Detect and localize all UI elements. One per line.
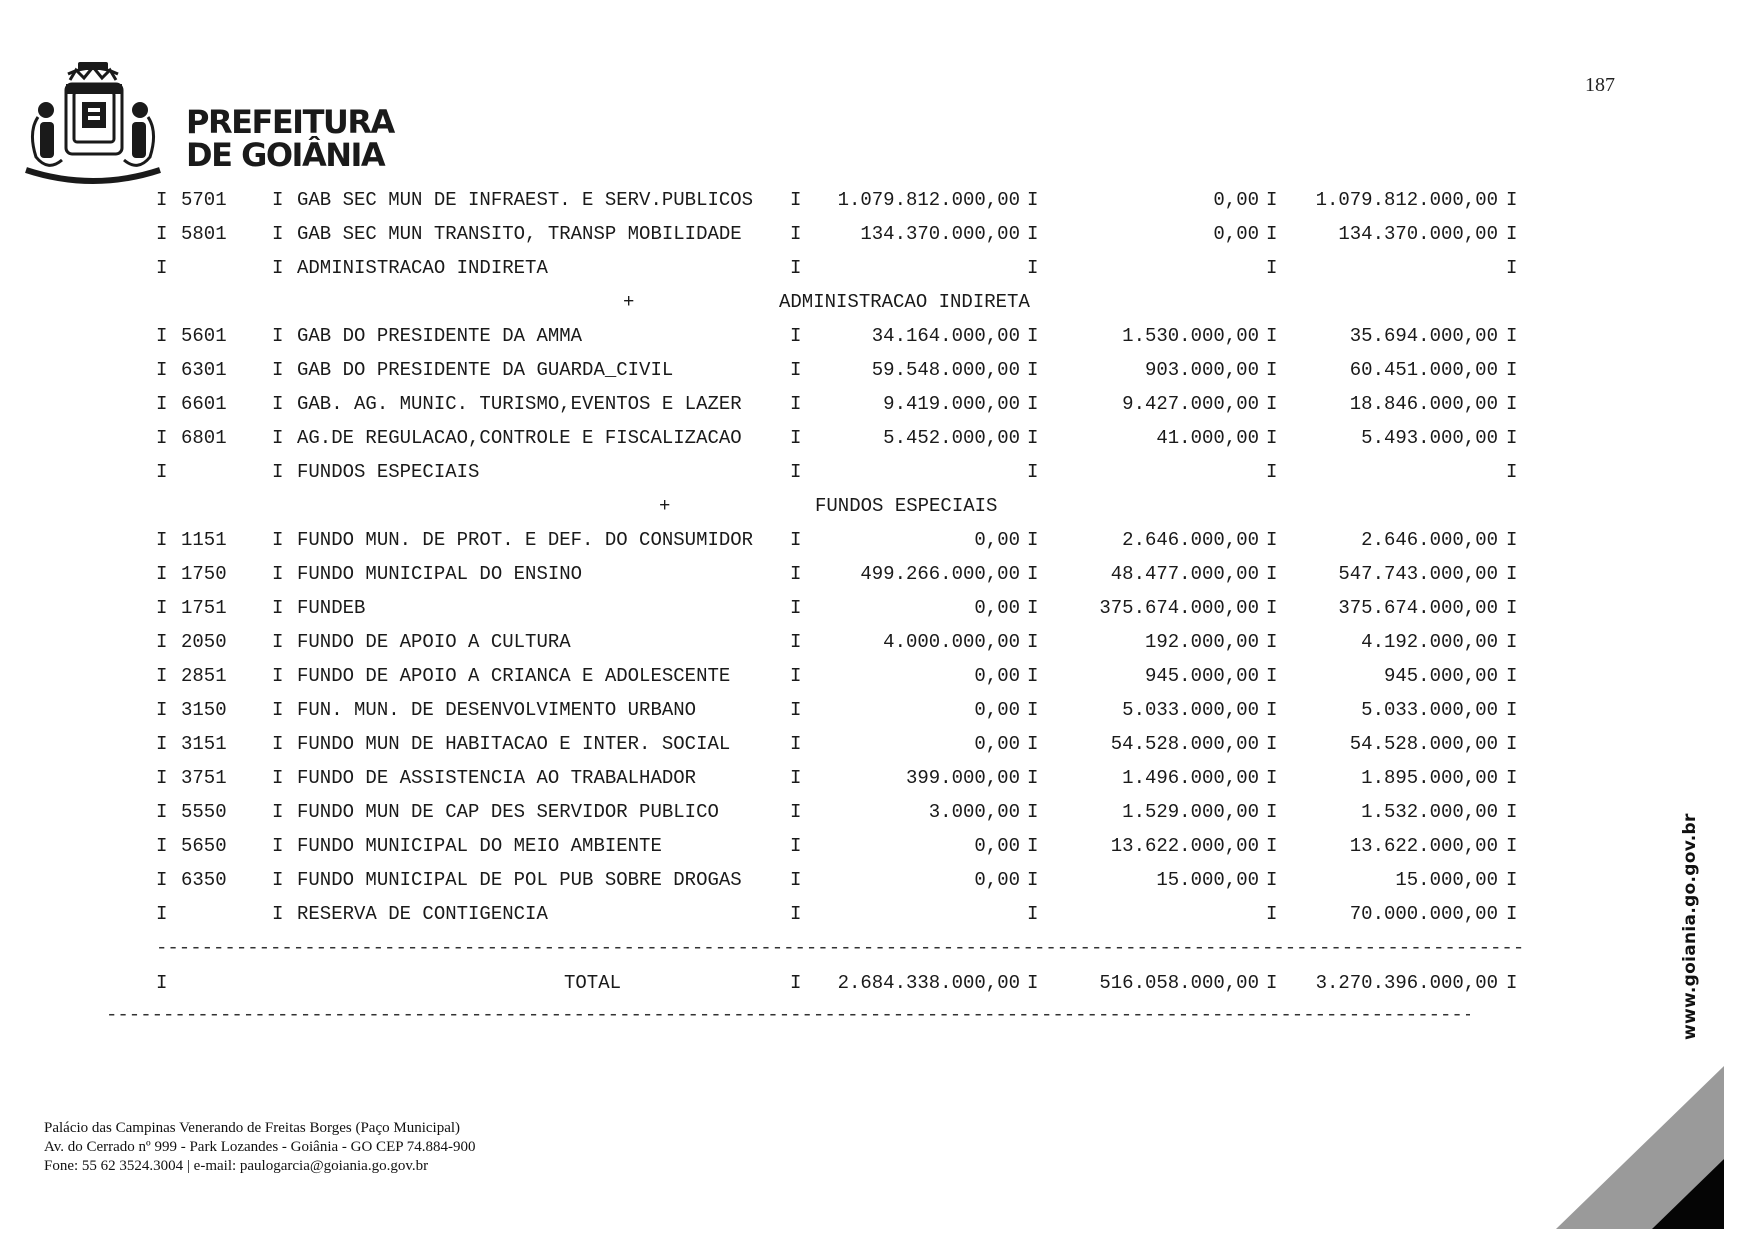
- column-separator: I: [1266, 529, 1278, 551]
- unit-description: FUNDOS ESPECIAIS: [297, 461, 480, 483]
- column-separator: I: [1266, 631, 1278, 653]
- column-separator: I: [1027, 597, 1039, 619]
- total-amount-current: 2.684.338.000,00: [837, 972, 1020, 994]
- page-number: 187: [1585, 74, 1615, 96]
- table-row: [0, 188, 1754, 212]
- column-separator: I: [272, 597, 284, 619]
- column-separator: I: [790, 801, 802, 823]
- footer-line-1: Palácio das Campinas Venerando de Freitas Borges (Paço Municipal): [44, 1120, 461, 1136]
- column-separator: I: [1266, 835, 1278, 857]
- table-row: [0, 460, 1754, 484]
- column-separator: I: [272, 903, 284, 925]
- column-separator: I: [1027, 665, 1039, 687]
- column-separator: I: [156, 767, 168, 789]
- column-separator: I: [156, 665, 168, 687]
- amount-other: 54.528.000,00: [1110, 733, 1259, 755]
- column-separator: I: [1027, 529, 1039, 551]
- unit-description: FUNDO DE APOIO A CULTURA: [297, 631, 571, 653]
- amount-total: 70.000.000,00: [1349, 903, 1498, 925]
- brand-line-2: DE GOIÂNIA: [186, 136, 385, 174]
- column-separator: I: [1506, 189, 1518, 211]
- table-row: [0, 732, 1754, 756]
- table-row: [0, 766, 1754, 790]
- unit-code: 1151: [181, 529, 227, 551]
- amount-other: 2.646.000,00: [1122, 529, 1259, 551]
- amount-other: 1.496.000,00: [1122, 767, 1259, 789]
- column-separator: I: [790, 733, 802, 755]
- column-separator: I: [272, 427, 284, 449]
- column-separator: I: [1506, 461, 1518, 483]
- column-separator: I: [1266, 733, 1278, 755]
- column-separator: I: [156, 359, 168, 381]
- column-separator: I: [1506, 801, 1518, 823]
- column-separator: I: [790, 529, 802, 551]
- unit-description: GAB DO PRESIDENTE DA GUARDA_CIVIL: [297, 359, 674, 381]
- column-separator: I: [790, 869, 802, 891]
- corner-decoration-icon: [1556, 1066, 1724, 1229]
- column-separator: I: [1266, 393, 1278, 415]
- column-separator: I: [1266, 359, 1278, 381]
- amount-total: 60.451.000,00: [1349, 359, 1498, 381]
- dashed-divider: [106, 1009, 1470, 1021]
- column-separator: I: [1027, 972, 1039, 994]
- column-separator: I: [1027, 903, 1039, 925]
- column-separator: I: [1506, 869, 1518, 891]
- column-separator: I: [1027, 733, 1039, 755]
- amount-other: 41.000,00: [1156, 427, 1259, 449]
- unit-code: 5701: [181, 189, 227, 211]
- column-separator: I: [156, 257, 168, 279]
- amount-other: 15.000,00: [1156, 869, 1259, 891]
- table-row: [0, 664, 1754, 688]
- column-separator: I: [156, 631, 168, 653]
- column-separator: I: [156, 801, 168, 823]
- amount-total: 945.000,00: [1383, 665, 1498, 687]
- column-separator: I: [790, 903, 802, 925]
- column-separator: I: [1266, 903, 1278, 925]
- amount-current: 1.079.812.000,00: [837, 189, 1020, 211]
- table-row: [0, 596, 1754, 620]
- section-marker: +: [659, 495, 671, 517]
- amount-current: 34.164.000,00: [871, 325, 1020, 347]
- footer-address: [44, 1119, 476, 1176]
- column-separator: I: [1506, 359, 1518, 381]
- column-separator: I: [1506, 767, 1518, 789]
- column-separator: I: [272, 257, 284, 279]
- amount-total: 15.000,00: [1395, 869, 1498, 891]
- column-separator: I: [1027, 767, 1039, 789]
- amount-current: 0,00: [974, 529, 1020, 551]
- amount-current: 499.266.000,00: [860, 563, 1020, 585]
- amount-total: 4.192.000,00: [1361, 631, 1498, 653]
- unit-code: 3150: [181, 699, 227, 721]
- column-separator: I: [1027, 835, 1039, 857]
- amount-current: 0,00: [974, 699, 1020, 721]
- amount-total: 547.743.000,00: [1338, 563, 1498, 585]
- unit-description: GAB SEC MUN TRANSITO, TRANSP MOBILIDADE: [297, 223, 742, 245]
- unit-code: 3151: [181, 733, 227, 755]
- unit-description: GAB SEC MUN DE INFRAEST. E SERV.PUBLICOS: [297, 189, 754, 211]
- amount-current: 0,00: [974, 597, 1020, 619]
- column-separator: I: [1506, 665, 1518, 687]
- column-separator: I: [1266, 461, 1278, 483]
- column-separator: I: [1027, 257, 1039, 279]
- unit-description: RESERVA DE CONTIGENCIA: [297, 903, 548, 925]
- section-marker: +: [623, 291, 635, 313]
- unit-description: FUNDEB: [297, 597, 366, 619]
- amount-total: 13.622.000,00: [1349, 835, 1498, 857]
- total-amount-other: 516.058.000,00: [1099, 972, 1259, 994]
- column-separator: I: [790, 257, 802, 279]
- column-separator: I: [156, 427, 168, 449]
- column-separator: I: [790, 972, 802, 994]
- column-separator: I: [790, 393, 802, 415]
- amount-total: 54.528.000,00: [1349, 733, 1498, 755]
- column-separator: I: [790, 665, 802, 687]
- column-separator: I: [1266, 189, 1278, 211]
- amount-total: 2.646.000,00: [1361, 529, 1498, 551]
- amount-other: 0,00: [1213, 189, 1259, 211]
- amount-current: 0,00: [974, 733, 1020, 755]
- amount-current: 0,00: [974, 665, 1020, 687]
- column-separator: I: [156, 393, 168, 415]
- column-separator: I: [156, 835, 168, 857]
- column-separator: I: [272, 223, 284, 245]
- column-separator: I: [272, 529, 284, 551]
- amount-total: 1.079.812.000,00: [1315, 189, 1498, 211]
- column-separator: I: [156, 189, 168, 211]
- amount-other: 1.530.000,00: [1122, 325, 1259, 347]
- unit-code: 5601: [181, 325, 227, 347]
- column-separator: I: [1506, 257, 1518, 279]
- unit-description: ADMINISTRACAO INDIRETA: [297, 257, 548, 279]
- column-separator: I: [790, 767, 802, 789]
- total-label: TOTAL: [564, 972, 622, 994]
- column-separator: I: [1027, 869, 1039, 891]
- column-separator: I: [1506, 563, 1518, 585]
- column-separator: I: [156, 325, 168, 347]
- column-separator: I: [1506, 733, 1518, 755]
- table-row: [0, 868, 1754, 892]
- column-separator: I: [1506, 393, 1518, 415]
- column-separator: I: [1266, 665, 1278, 687]
- amount-other: 48.477.000,00: [1110, 563, 1259, 585]
- column-separator: I: [790, 699, 802, 721]
- column-separator: I: [156, 461, 168, 483]
- column-separator: I: [1027, 801, 1039, 823]
- column-separator: I: [1506, 631, 1518, 653]
- unit-description: FUNDO DE APOIO A CRIANCA E ADOLESCENTE: [297, 665, 731, 687]
- amount-other: 0,00: [1213, 223, 1259, 245]
- unit-code: 6301: [181, 359, 227, 381]
- unit-code: 2851: [181, 665, 227, 687]
- column-separator: I: [1506, 427, 1518, 449]
- amount-total: 35.694.000,00: [1349, 325, 1498, 347]
- column-separator: I: [790, 461, 802, 483]
- column-separator: I: [1266, 325, 1278, 347]
- table-row: [0, 324, 1754, 348]
- brand-line-1: PREFEITURA: [186, 103, 394, 141]
- amount-current: 5.452.000,00: [883, 427, 1020, 449]
- unit-description: FUNDO MUN DE CAP DES SERVIDOR PUBLICO: [297, 801, 719, 823]
- amount-total: 1.895.000,00: [1361, 767, 1498, 789]
- column-separator: I: [1266, 767, 1278, 789]
- section-heading: ADMINISTRACAO INDIRETA: [779, 291, 1030, 313]
- column-separator: I: [272, 733, 284, 755]
- table-row: [0, 222, 1754, 246]
- table-row: [0, 698, 1754, 722]
- unit-code: 6350: [181, 869, 227, 891]
- table-row: [0, 256, 1754, 280]
- amount-total: 18.846.000,00: [1349, 393, 1498, 415]
- total-row: [0, 971, 1754, 995]
- amount-total: 5.493.000,00: [1361, 427, 1498, 449]
- amount-current: 3.000,00: [928, 801, 1020, 823]
- column-separator: I: [1027, 393, 1039, 415]
- column-separator: I: [1027, 325, 1039, 347]
- column-separator: I: [1027, 563, 1039, 585]
- column-separator: I: [1027, 359, 1039, 381]
- column-separator: I: [1027, 427, 1039, 449]
- unit-description: FUNDO MUNICIPAL DE POL PUB SOBRE DROGAS: [297, 869, 742, 891]
- section-heading: FUNDOS ESPECIAIS: [815, 495, 998, 517]
- unit-description: FUNDO MUN DE HABITACAO E INTER. SOCIAL: [297, 733, 731, 755]
- unit-description: GAB DO PRESIDENTE DA AMMA: [297, 325, 583, 347]
- unit-description: FUN. MUN. DE DESENVOLVIMENTO URBANO: [297, 699, 697, 721]
- column-separator: I: [156, 529, 168, 551]
- unit-description: FUNDO MUN. DE PROT. E DEF. DO CONSUMIDOR: [297, 529, 754, 551]
- unit-code: 1750: [181, 563, 227, 585]
- column-separator: I: [790, 325, 802, 347]
- table-row: [0, 630, 1754, 654]
- table-row: [0, 800, 1754, 824]
- column-separator: I: [272, 189, 284, 211]
- amount-current: 399.000,00: [905, 767, 1020, 789]
- unit-code: 3751: [181, 767, 227, 789]
- column-separator: I: [1027, 189, 1039, 211]
- column-separator: I: [156, 699, 168, 721]
- amount-current: 9.419.000,00: [883, 393, 1020, 415]
- column-separator: I: [272, 869, 284, 891]
- column-separator: I: [272, 325, 284, 347]
- amount-other: 192.000,00: [1144, 631, 1259, 653]
- column-separator: I: [1506, 325, 1518, 347]
- column-separator: I: [272, 767, 284, 789]
- amount-current: 0,00: [974, 869, 1020, 891]
- column-separator: I: [790, 835, 802, 857]
- column-separator: I: [1027, 461, 1039, 483]
- table-row: [0, 834, 1754, 858]
- amount-other: 903.000,00: [1144, 359, 1259, 381]
- table-row: [0, 358, 1754, 382]
- unit-code: 5801: [181, 223, 227, 245]
- column-separator: I: [790, 223, 802, 245]
- column-separator: I: [1266, 597, 1278, 619]
- unit-description: FUNDO DE ASSISTENCIA AO TRABALHADOR: [297, 767, 697, 789]
- footer-line-3: Fone: 55 62 3524.3004 | e-mail: paulogarcia@goiania.go.gov.br: [44, 1158, 429, 1174]
- column-separator: I: [1506, 223, 1518, 245]
- amount-total: 134.370.000,00: [1338, 223, 1498, 245]
- table-row: [0, 528, 1754, 552]
- column-separator: I: [1266, 563, 1278, 585]
- column-separator: I: [790, 597, 802, 619]
- column-separator: I: [1266, 427, 1278, 449]
- unit-description: AG.DE REGULACAO,CONTROLE E FISCALIZACAO: [297, 427, 742, 449]
- column-separator: I: [1266, 869, 1278, 891]
- column-separator: I: [1027, 631, 1039, 653]
- unit-description: FUNDO MUNICIPAL DO MEIO AMBIENTE: [297, 835, 662, 857]
- amount-total: 375.674.000,00: [1338, 597, 1498, 619]
- column-separator: I: [1506, 903, 1518, 925]
- unit-description: FUNDO MUNICIPAL DO ENSINO: [297, 563, 583, 585]
- amount-current: 59.548.000,00: [871, 359, 1020, 381]
- column-separator: I: [272, 359, 284, 381]
- unit-description: GAB. AG. MUNIC. TURISMO,EVENTOS E LAZER: [297, 393, 742, 415]
- column-separator: I: [156, 223, 168, 245]
- column-separator: I: [272, 665, 284, 687]
- column-separator: I: [1506, 835, 1518, 857]
- amount-other: 9.427.000,00: [1122, 393, 1259, 415]
- column-separator: I: [790, 189, 802, 211]
- column-separator: I: [790, 359, 802, 381]
- unit-code: 5550: [181, 801, 227, 823]
- column-separator: I: [156, 972, 168, 994]
- column-separator: I: [1266, 972, 1278, 994]
- column-separator: I: [1027, 699, 1039, 721]
- table-row: [0, 392, 1754, 416]
- amount-other: 1.529.000,00: [1122, 801, 1259, 823]
- column-separator: I: [272, 393, 284, 415]
- column-separator: I: [790, 563, 802, 585]
- amount-current: 4.000.000,00: [883, 631, 1020, 653]
- unit-code: 6801: [181, 427, 227, 449]
- amount-other: 13.622.000,00: [1110, 835, 1259, 857]
- table-row: [0, 902, 1754, 926]
- column-separator: I: [1266, 801, 1278, 823]
- dashed-divider: [156, 942, 1522, 954]
- column-separator: I: [272, 563, 284, 585]
- column-separator: I: [272, 461, 284, 483]
- unit-code: 1751: [181, 597, 227, 619]
- column-separator: I: [1266, 223, 1278, 245]
- column-separator: I: [272, 801, 284, 823]
- column-separator: I: [156, 903, 168, 925]
- unit-code: 5650: [181, 835, 227, 857]
- amount-other: 945.000,00: [1144, 665, 1259, 687]
- column-separator: I: [1027, 223, 1039, 245]
- total-amount-total: 3.270.396.000,00: [1315, 972, 1498, 994]
- column-separator: I: [156, 733, 168, 755]
- amount-current: 134.370.000,00: [860, 223, 1020, 245]
- column-separator: I: [272, 699, 284, 721]
- column-separator: I: [156, 869, 168, 891]
- column-separator: I: [272, 835, 284, 857]
- column-separator: I: [1506, 972, 1518, 994]
- column-separator: I: [156, 563, 168, 585]
- column-separator: I: [1266, 257, 1278, 279]
- column-separator: I: [1506, 597, 1518, 619]
- table-row: [0, 426, 1754, 450]
- table-row: [0, 562, 1754, 586]
- unit-code: 6601: [181, 393, 227, 415]
- column-separator: I: [1266, 699, 1278, 721]
- amount-other: 375.674.000,00: [1099, 597, 1259, 619]
- column-separator: I: [790, 427, 802, 449]
- amount-other: 5.033.000,00: [1122, 699, 1259, 721]
- column-separator: I: [1506, 529, 1518, 551]
- unit-code: 2050: [181, 631, 227, 653]
- column-separator: I: [272, 631, 284, 653]
- amount-total: 1.532.000,00: [1361, 801, 1498, 823]
- column-separator: I: [790, 631, 802, 653]
- column-separator: I: [1506, 699, 1518, 721]
- side-website-url: www.goiania.go.gov.br: [1680, 813, 1700, 1040]
- amount-total: 5.033.000,00: [1361, 699, 1498, 721]
- footer-line-2: Av. do Cerrado nº 999 - Park Lozandes - Goiânia - GO CEP 74.884-900: [44, 1139, 476, 1155]
- column-separator: I: [156, 597, 168, 619]
- amount-current: 0,00: [974, 835, 1020, 857]
